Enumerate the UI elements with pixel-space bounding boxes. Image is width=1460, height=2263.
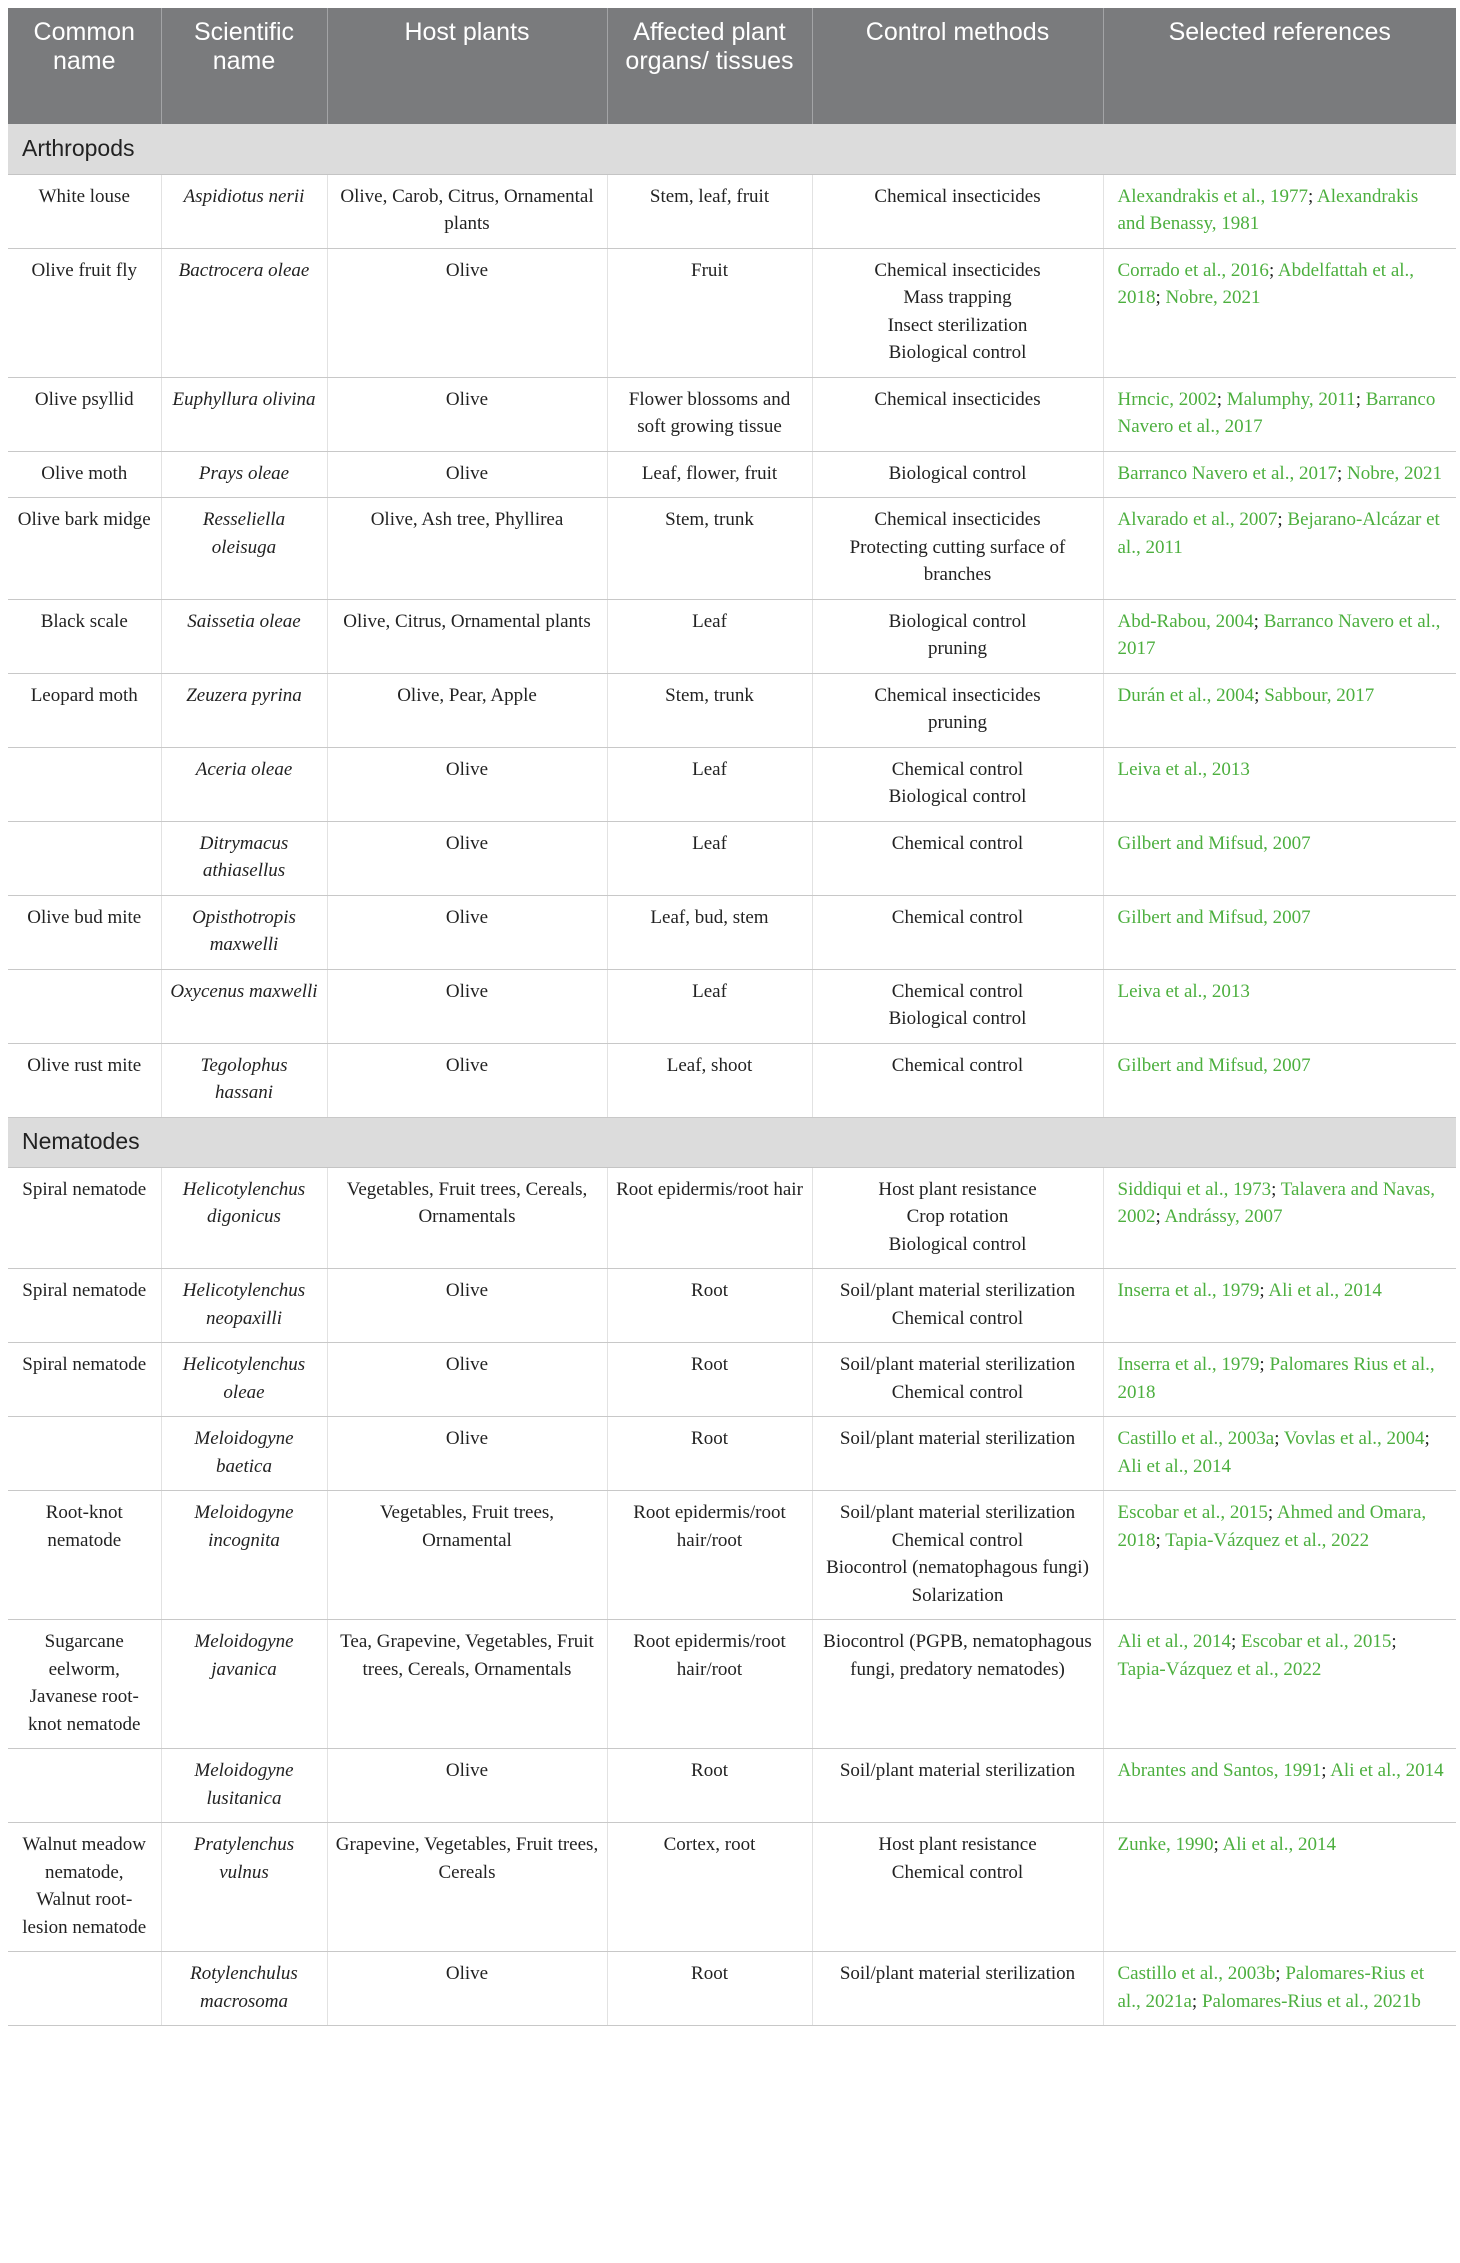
table-row — [8, 498, 1456, 600]
reference-link[interactable]: Gilbert and Mifsud, 2007 — [1117, 906, 1311, 928]
cell-affected-organs: Leaf — [607, 599, 812, 673]
table-row — [8, 1043, 1456, 1117]
control-method: Chemical control — [891, 1529, 1024, 1551]
cell-references: Abrantes and Santos, 1991; Ali et al., 2014 — [1103, 1749, 1456, 1823]
section-title: Nematodes — [8, 1117, 1456, 1167]
reference-link[interactable]: Ali et al., 2014 — [1117, 1455, 1231, 1477]
cell-references: Castillo et al., 2003a; Vovlas et al., 2004; Ali et al., 2014 — [1103, 1417, 1456, 1491]
cell-affected-organs: Cortex, root — [607, 1823, 812, 1952]
cell-scientific-name: Resseliella oleisuga — [161, 498, 327, 600]
control-method: Soil/plant material sterilization — [839, 1428, 1076, 1449]
control-method: Biological control — [888, 1008, 1027, 1029]
table-row — [8, 1343, 1456, 1417]
cell-references: Castillo et al., 2003b; Palomares-Rius et al., 2021a; Palomares-Rius et al., 2021b — [1103, 1952, 1456, 2026]
reference-link[interactable]: Escobar et al., 2015 — [1117, 1502, 1268, 1523]
reference-link[interactable]: Zunke, 1990 — [1117, 1834, 1214, 1855]
reference-link[interactable]: Palomares Rius et al., 2018 — [1117, 1354, 1435, 1403]
cell-host-plants: Olive — [327, 1417, 607, 1491]
reference-link[interactable]: Tapia-Vázquez et al., 2022 — [1117, 1658, 1322, 1680]
control-method: Chemical insecticides — [874, 388, 1041, 410]
cell-control-methods — [812, 1269, 1103, 1343]
cell-common-name: Olive rust mite — [8, 1043, 161, 1117]
cell-scientific-name: Meloidogyne incognita — [161, 1491, 327, 1620]
cell-common-name: White louse — [8, 174, 161, 248]
control-method: Soil/plant material sterilization — [839, 1963, 1076, 1984]
cell-host-plants: Olive, Carob, Citrus, Ornamental plants — [327, 174, 607, 248]
cell-affected-organs: Root — [607, 1417, 812, 1491]
cell-affected-organs: Fruit — [607, 248, 812, 377]
reference-link[interactable]: Castillo et al., 2003a — [1117, 1428, 1275, 1449]
cell-references: Inserra et al., 1979; Ali et al., 2014 — [1103, 1269, 1456, 1343]
control-method: Crop rotation — [906, 1206, 1009, 1227]
table-row — [8, 673, 1456, 747]
reference-link[interactable]: Hrncic, 2002 — [1117, 388, 1217, 410]
cell-scientific-name: Pratylenchus vulnus — [161, 1823, 327, 1952]
cell-host-plants: Grapevine, Vegetables, Fruit trees, Cereals — [327, 1823, 607, 1952]
cell-scientific-name: Prays oleae — [161, 451, 327, 498]
cell-host-plants: Vegetables, Fruit trees, Cereals, Ornamentals — [327, 1167, 607, 1269]
table-row — [8, 1491, 1456, 1620]
cell-affected-organs: Stem, trunk — [607, 498, 812, 600]
table-row — [8, 1952, 1456, 2026]
table-row — [8, 1749, 1456, 1823]
cell-control-methods — [812, 821, 1103, 895]
cell-scientific-name: Helicotylenchus digonicus — [161, 1167, 327, 1269]
cell-common-name: Black scale — [8, 599, 161, 673]
cell-affected-organs: Leaf — [607, 747, 812, 821]
cell-control-methods — [812, 1491, 1103, 1620]
cell-host-plants: Olive — [327, 1952, 607, 2026]
control-method: Biological control — [888, 462, 1027, 484]
cell-affected-organs: Root — [607, 1952, 812, 2026]
reference-link[interactable]: Sabbour, 2017 — [1264, 684, 1375, 706]
cell-references — [1103, 895, 1456, 969]
reference-link[interactable]: Leiva et al., 2013 — [1117, 758, 1250, 780]
table-header — [8, 8, 1456, 124]
cell-scientific-name: Saissetia oleae — [161, 599, 327, 673]
cell-host-plants: Olive — [327, 1343, 607, 1417]
control-method: Solarization — [911, 1584, 1004, 1606]
table-row — [8, 599, 1456, 673]
control-method: Chemical control — [891, 1861, 1024, 1883]
control-method: pruning — [927, 712, 988, 733]
cell-affected-organs: Root epidermis/root hair — [607, 1167, 812, 1269]
cell-host-plants: Olive — [327, 747, 607, 821]
cell-affected-organs: Flower blossoms and soft growing tissue — [607, 377, 812, 451]
control-method: Biocontrol (PGPB, nematophagous fungi, predatory nematodes) — [823, 1631, 1092, 1680]
header-selected-references: Selected references — [1103, 8, 1456, 124]
cell-affected-organs: Leaf — [607, 969, 812, 1043]
cell-scientific-name: Rotylenchulus macrosoma — [161, 1952, 327, 2026]
reference-link[interactable]: Ali et al., 2014 — [1117, 1631, 1231, 1652]
cell-references: Alexandrakis et al., 1977; Alexandrakis and Benassy, 1981 — [1103, 174, 1456, 248]
cell-affected-organs: Root — [607, 1269, 812, 1343]
reference-link[interactable]: Abdelfattah et al., 2018 — [1117, 259, 1415, 308]
cell-control-methods — [812, 1417, 1103, 1491]
table-row — [8, 1620, 1456, 1749]
cell-control-methods — [812, 599, 1103, 673]
cell-control-methods — [812, 248, 1103, 377]
control-method: Chemical control — [891, 1307, 1024, 1329]
cell-host-plants: Olive — [327, 895, 607, 969]
reference-link[interactable]: Leiva et al., 2013 — [1117, 980, 1250, 1002]
reference-link[interactable]: Palomares-Rius et al., 2021a — [1117, 1963, 1425, 2012]
cell-common-name: Olive bud mite — [8, 895, 161, 969]
cell-host-plants: Vegetables, Fruit trees, Ornamental — [327, 1491, 607, 1620]
header-control-methods: Control methods — [812, 8, 1103, 124]
reference-link[interactable]: Alexandrakis and Benassy, 1981 — [1117, 185, 1419, 234]
cell-affected-organs: Stem, leaf, fruit — [607, 174, 812, 248]
cell-references — [1103, 821, 1456, 895]
cell-references: Barranco Navero et al., 2017; Nobre, 2021 — [1103, 451, 1456, 498]
reference-link[interactable]: Abrantes and Santos, 1991 — [1117, 1760, 1322, 1781]
cell-control-methods — [812, 498, 1103, 600]
reference-link[interactable]: Gilbert and Mifsud, 2007 — [1117, 832, 1311, 854]
table-row — [8, 451, 1456, 498]
table-row — [8, 969, 1456, 1043]
reference-link[interactable]: Gilbert and Mifsud, 2007 — [1117, 1054, 1311, 1076]
cell-host-plants: Olive, Pear, Apple — [327, 673, 607, 747]
reference-link[interactable]: Tapia-Vázquez et al., 2022 — [1165, 1529, 1370, 1551]
cell-scientific-name: Meloidogyne lusitanica — [161, 1749, 327, 1823]
control-method: Soil/plant material sterilization — [839, 1354, 1076, 1375]
cell-references: Alvarado et al., 2007; Bejarano-Alcázar et al., 2011 — [1103, 498, 1456, 600]
cell-host-plants: Olive — [327, 1043, 607, 1117]
table-row — [8, 747, 1456, 821]
table-row — [8, 1823, 1456, 1952]
reference-link[interactable]: Alexandrakis et al., 1977 — [1117, 185, 1308, 207]
cell-common-name: Spiral nematode — [8, 1167, 161, 1269]
reference-link[interactable]: Inserra et al., 1979 — [1117, 1280, 1260, 1301]
cell-control-methods — [812, 969, 1103, 1043]
cell-scientific-name: Meloidogyne javanica — [161, 1620, 327, 1749]
cell-common-name: Olive moth — [8, 451, 161, 498]
reference-link[interactable]: Siddiqui et al., 1973 — [1117, 1178, 1272, 1200]
cell-scientific-name: Helicotylenchus neopaxilli — [161, 1269, 327, 1343]
reference-link[interactable]: Bejarano-Alcázar et al., 2011 — [1117, 509, 1440, 558]
cell-control-methods — [812, 1823, 1103, 1952]
table-row — [8, 1167, 1456, 1269]
control-method: Host plant resistance — [878, 1178, 1037, 1200]
control-method: Soil/plant material sterilization — [839, 1760, 1076, 1781]
control-method: Chemical control — [891, 832, 1024, 854]
reference-link[interactable]: Escobar et al., 2015 — [1240, 1631, 1392, 1652]
cell-scientific-name: Opisthotropis maxwelli — [161, 895, 327, 969]
table-row — [8, 248, 1456, 377]
cell-control-methods — [812, 1749, 1103, 1823]
header-affected-organs: Affected plant organs/ tissues — [607, 8, 812, 124]
pest-table — [8, 8, 1456, 2026]
reference-link[interactable]: Barranco Navero et al., 2017 — [1117, 610, 1441, 659]
control-method: Protecting cutting surface of branches — [849, 536, 1066, 585]
reference-link[interactable]: Andrássy, 2007 — [1164, 1206, 1283, 1227]
cell-control-methods — [812, 174, 1103, 248]
cell-references: Abd-Rabou, 2004; Barranco Navero et al., 2017 — [1103, 599, 1456, 673]
reference-link[interactable]: Ahmed and Omara, 2018 — [1117, 1502, 1427, 1551]
cell-common-name — [8, 821, 161, 895]
control-method: Chemical control — [891, 1054, 1024, 1076]
control-method: Chemical control — [891, 906, 1024, 928]
cell-common-name: Sugarcane eelworm, Javanese root-knot nematode — [8, 1620, 161, 1749]
cell-scientific-name: Aceria oleae — [161, 747, 327, 821]
cell-references: Siddiqui et al., 1973; Talavera and Navas, 2002; Andrássy, 2007 — [1103, 1167, 1456, 1269]
cell-affected-organs: Leaf — [607, 821, 812, 895]
cell-control-methods — [812, 673, 1103, 747]
pest-table-container — [8, 8, 1456, 2026]
table-row — [8, 895, 1456, 969]
cell-control-methods — [812, 451, 1103, 498]
reference-link[interactable]: Ali et al., 2014 — [1222, 1834, 1336, 1855]
header-host-plants: Host plants — [327, 8, 607, 124]
cell-control-methods — [812, 377, 1103, 451]
cell-affected-organs: Root — [607, 1749, 812, 1823]
cell-host-plants: Olive — [327, 451, 607, 498]
cell-common-name — [8, 747, 161, 821]
reference-link[interactable]: Barranco Navero et al., 2017 — [1117, 388, 1436, 437]
control-method: Chemical insecticides — [874, 684, 1041, 706]
cell-references: Corrado et al., 2016; Abdelfattah et al., 2018; Nobre, 2021 — [1103, 248, 1456, 377]
cell-control-methods — [812, 1620, 1103, 1749]
cell-common-name: Olive bark midge — [8, 498, 161, 600]
cell-host-plants: Olive — [327, 377, 607, 451]
control-method: Host plant resistance — [878, 1834, 1037, 1855]
reference-link[interactable]: Durán et al., 2004 — [1117, 684, 1255, 706]
cell-common-name: Root-knot nematode — [8, 1491, 161, 1620]
table-row — [8, 174, 1456, 248]
control-method: Biological control — [888, 610, 1027, 632]
reference-link[interactable]: Nobre, 2021 — [1347, 462, 1442, 484]
cell-common-name — [8, 1417, 161, 1491]
control-method: Insect sterilization — [887, 314, 1028, 336]
cell-affected-organs: Leaf, bud, stem — [607, 895, 812, 969]
cell-common-name: Leopard moth — [8, 673, 161, 747]
cell-references: Zunke, 1990; Ali et al., 2014 — [1103, 1823, 1456, 1952]
cell-affected-organs: Root epidermis/root hair/root — [607, 1620, 812, 1749]
control-method: Chemical insecticides — [874, 259, 1041, 281]
cell-affected-organs: Leaf, flower, fruit — [607, 451, 812, 498]
reference-link[interactable]: Talavera and Navas, 2002 — [1117, 1178, 1436, 1227]
reference-link[interactable]: Ali et al., 2014 — [1330, 1760, 1444, 1781]
section-title: Arthropods — [8, 124, 1456, 174]
cell-common-name: Olive fruit fly — [8, 248, 161, 377]
cell-scientific-name: Helicotylenchus oleae — [161, 1343, 327, 1417]
control-method: Chemical insecticides — [874, 185, 1041, 207]
table-body — [8, 124, 1456, 2026]
cell-references: Ali et al., 2014; Escobar et al., 2015; Tapia-Vázquez et al., 2022 — [1103, 1620, 1456, 1749]
cell-affected-organs: Root epidermis/root hair/root — [607, 1491, 812, 1620]
reference-link[interactable]: Castillo et al., 2003b — [1117, 1963, 1276, 1984]
table-row — [8, 377, 1456, 451]
cell-references: Durán et al., 2004; Sabbour, 2017 — [1103, 673, 1456, 747]
reference-link[interactable]: Malumphy, 2011 — [1226, 388, 1356, 410]
control-method: Soil/plant material sterilization — [839, 1502, 1076, 1523]
table-row — [8, 1269, 1456, 1343]
cell-host-plants: Olive, Citrus, Ornamental plants — [327, 599, 607, 673]
table-row — [8, 1417, 1456, 1491]
header-common-name: Common name — [8, 8, 161, 124]
cell-affected-organs: Leaf, shoot — [607, 1043, 812, 1117]
reference-link[interactable]: Corrado et al., 2016 — [1117, 259, 1269, 281]
reference-link[interactable]: Palomares-Rius et al., 2021b — [1201, 1990, 1421, 2012]
cell-control-methods — [812, 1952, 1103, 2026]
cell-references — [1103, 1043, 1456, 1117]
control-method: Biocontrol (nematophagous fungi) — [826, 1557, 1089, 1578]
cell-control-methods — [812, 1167, 1103, 1269]
cell-host-plants: Olive — [327, 969, 607, 1043]
cell-references: Hrncic, 2002; Malumphy, 2011; Barranco Navero et al., 2017 — [1103, 377, 1456, 451]
cell-references: Inserra et al., 1979; Palomares Rius et al., 2018 — [1103, 1343, 1456, 1417]
cell-common-name — [8, 969, 161, 1043]
control-method: Chemical control — [891, 758, 1024, 780]
cell-common-name: Olive psyllid — [8, 377, 161, 451]
cell-scientific-name: Bactrocera oleae — [161, 248, 327, 377]
cell-scientific-name: Zeuzera pyrina — [161, 673, 327, 747]
header-scientific-name: Scientific name — [161, 8, 327, 124]
control-method: Chemical control — [891, 1381, 1024, 1403]
cell-host-plants: Olive, Ash tree, Phyllirea — [327, 498, 607, 600]
control-method: pruning — [927, 638, 988, 659]
control-method: Biological control — [888, 342, 1027, 363]
cell-host-plants: Olive — [327, 248, 607, 377]
cell-scientific-name: Euphyllura olivina — [161, 377, 327, 451]
cell-common-name — [8, 1952, 161, 2026]
cell-references: Escobar et al., 2015; Ahmed and Omara, 2018; Tapia-Vázquez et al., 2022 — [1103, 1491, 1456, 1620]
cell-host-plants: Olive — [327, 1269, 607, 1343]
cell-scientific-name: Tegolophus hassani — [161, 1043, 327, 1117]
cell-common-name: Walnut meadow nematode, Walnut root-lesion nematode — [8, 1823, 161, 1952]
section-row — [8, 1117, 1456, 1167]
control-method: Mass trapping — [903, 287, 1012, 308]
cell-references — [1103, 747, 1456, 821]
cell-host-plants: Olive — [327, 821, 607, 895]
cell-control-methods — [812, 1343, 1103, 1417]
control-method: Soil/plant material sterilization — [839, 1280, 1076, 1301]
control-method: Biological control — [888, 786, 1027, 807]
reference-link[interactable]: Nobre, 2021 — [1165, 287, 1261, 308]
cell-affected-organs: Stem, trunk — [607, 673, 812, 747]
cell-references — [1103, 969, 1456, 1043]
control-method: Biological control — [888, 1233, 1027, 1255]
cell-control-methods — [812, 895, 1103, 969]
cell-common-name: Spiral nematode — [8, 1269, 161, 1343]
cell-scientific-name: Ditrymacus athiasellus — [161, 821, 327, 895]
table-row — [8, 821, 1456, 895]
reference-link[interactable]: Inserra et al., 1979 — [1117, 1354, 1260, 1375]
cell-common-name: Spiral nematode — [8, 1343, 161, 1417]
reference-link[interactable]: Alvarado et al., 2007 — [1117, 509, 1278, 530]
cell-control-methods — [812, 747, 1103, 821]
cell-scientific-name: Meloidogyne baetica — [161, 1417, 327, 1491]
cell-control-methods — [812, 1043, 1103, 1117]
reference-link[interactable]: Abd-Rabou, 2004 — [1117, 610, 1254, 632]
reference-link[interactable]: Vovlas et al., 2004 — [1283, 1428, 1425, 1449]
reference-link[interactable]: Ali et al., 2014 — [1268, 1280, 1382, 1301]
cell-scientific-name: Oxycenus maxwelli — [161, 969, 327, 1043]
control-method: Chemical insecticides — [874, 509, 1041, 530]
cell-host-plants: Tea, Grapevine, Vegetables, Fruit trees, Cereals, Ornamentals — [327, 1620, 607, 1749]
cell-affected-organs: Root — [607, 1343, 812, 1417]
cell-scientific-name: Aspidiotus nerii — [161, 174, 327, 248]
cell-host-plants: Olive — [327, 1749, 607, 1823]
section-row — [8, 124, 1456, 174]
control-method: Chemical control — [891, 980, 1024, 1002]
cell-common-name — [8, 1749, 161, 1823]
reference-link[interactable]: Barranco Navero et al., 2017 — [1117, 462, 1337, 484]
